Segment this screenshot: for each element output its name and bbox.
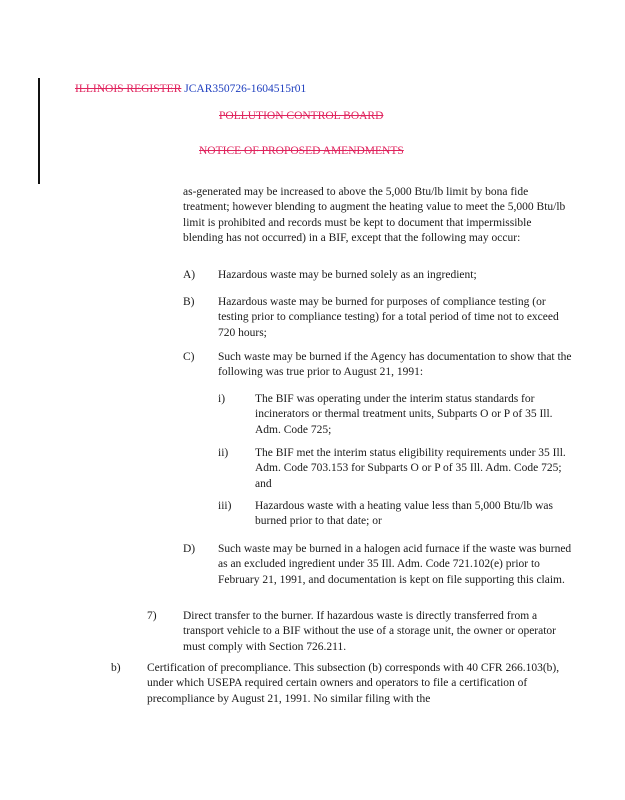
item-d-label: D): [183, 543, 196, 555]
register-inserted-text: JCAR350726-1604515r01: [184, 83, 307, 95]
item-a-text: Hazardous waste may be burned solely as an ingredient;: [218, 269, 477, 281]
item-7-label: 7): [147, 610, 157, 622]
subitem-i-label: i): [218, 393, 226, 405]
item-b-label: B): [183, 296, 195, 308]
item-a-label: A): [183, 269, 196, 281]
board-header: POLLUTION CONTROL BOARD: [219, 110, 384, 122]
subsection-b-text: Certification of precompliance. This subsection (b) corresponds with 40 CFR 266.103(b), under which USEPA required certain owners and operators to file a certification of precompliance by August 21, 1991. No similar filing with the: [147, 662, 560, 705]
intro-paragraph: as-generated may be increased to above the 5,000 Btu/lb limit by bona fide treatment; however blending to augment the heating value to meet the 5,000 Btu/lb limit is prohibited and records must be kept to document that impermissible blending has not occurred) in a BIF, except that the following may occur:: [183, 186, 566, 244]
item-b-text: Hazardous waste may be burned for purposes of compliance testing (or testing prior to compliance testing) for a total period of time not to exceed 720 hours;: [218, 296, 559, 339]
register-struck-text: ILLINOIS REGISTER: [75, 83, 182, 95]
subitem-ii-label: ii): [218, 447, 229, 459]
register-header: [75, 82, 306, 97]
item-c-label: C): [183, 351, 195, 363]
subsection-b-label: b): [111, 662, 121, 674]
item-d-text: Such waste may be burned in a halogen acid furnace if the waste was burned as an excluded ingredient under 35 Ill. Adm. Code 721.102(e) prior to February 21, 1991, and documentation is kept on file supporting this claim.: [218, 543, 572, 586]
change-bar: [38, 78, 40, 184]
subitem-i-text: The BIF was operating under the interim status standards for incinerators or thermal treatment units, Subparts O or P of 35 Ill. Adm. Code 725;: [255, 393, 553, 436]
item-c-text: Such waste may be burned if the Agency has documentation to show that the following was true prior to August 21, 1991:: [218, 351, 572, 379]
subitem-ii-text: The BIF met the interim status eligibility requirements under 35 Ill. Adm. Code 703.153 for Subparts O or P of 35 Ill. Adm. Code 725; and: [255, 447, 566, 490]
subitem-iii-label: iii): [218, 500, 232, 512]
item-7-text: Direct transfer to the burner. If hazardous waste is directly transferred from a transport vehicle to a BIF without the use of a storage unit, the owner or operator must comply with Section 726.211.: [183, 610, 557, 653]
subitem-iii-text: Hazardous waste with a heating value less than 5,000 Btu/lb was burned prior to that date; or: [255, 500, 553, 528]
notice-header: NOTICE OF PROPOSED AMENDMENTS: [199, 145, 404, 157]
